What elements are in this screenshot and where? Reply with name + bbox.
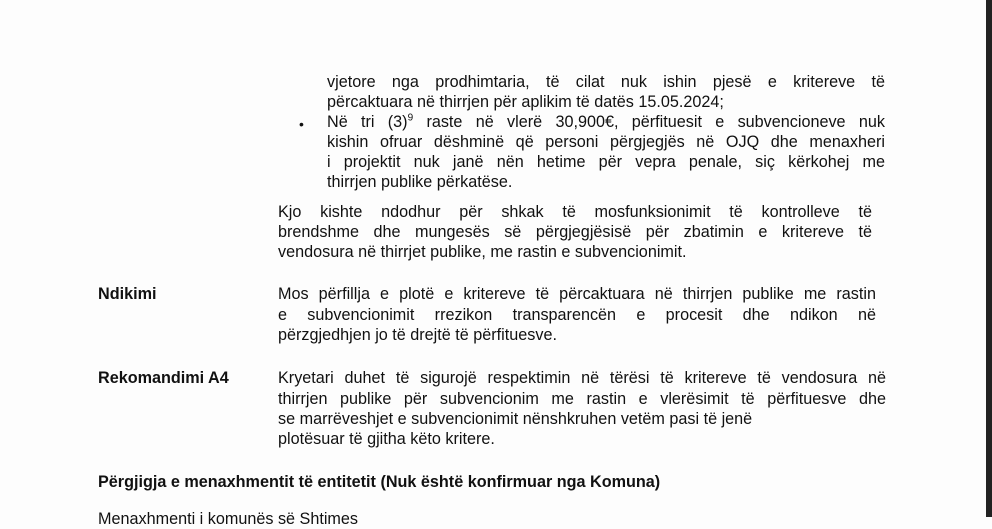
- footnote-reference[interactable]: 9: [407, 112, 414, 124]
- recommendation-text-line: Kryetari duhet të sigurojë respektimin në tërësi të kritereve të vendosura në: [278, 369, 886, 387]
- bullet-item-1-line: përcaktuara në thirrjen për aplikim të datës 15.05.2024;: [327, 93, 724, 111]
- impact-label: Ndikimi: [98, 285, 157, 303]
- bullet-item-2-text-rest: raste në vlerë 30,900€, përfituesit e subvencioneve nuk: [413, 113, 885, 131]
- impact-text-line: përzgjedhjen jo të drejtë të përfituesve.: [278, 326, 557, 344]
- bullet-item-1-line: vjetore nga prodhimtaria, të cilat nuk ishin pjesë e kritereve të: [327, 73, 885, 91]
- cause-paragraph-line: Kjo kishte ndodhur për shkak të mosfunksionimit të kontrolleve të: [278, 203, 872, 221]
- cause-paragraph-line: vendosura në thirrjet publike, me rastin e subvencionimit.: [278, 243, 687, 261]
- impact-text-line: Mos përfillja e plotë e kritereve të përcaktuara në thirrjen publike me rastin: [278, 285, 876, 303]
- cause-paragraph-line: brendshme dhe mungesës së përgjegjësisë për zbatimin e kritereve të: [278, 223, 872, 241]
- management-response-heading: Përgjigja e menaxhmentit të entitetit (Nuk është konfirmuar nga Komuna): [98, 473, 661, 491]
- impact-text-line: e subvencionimit rrezikon transparencën e procesit dhe ndikon në: [278, 306, 876, 324]
- bullet-item-2-first-line: [327, 112, 885, 132]
- bullet-icon: •: [299, 116, 304, 132]
- recommendation-text-line: se marrëveshjet e subvencionimit nënshkruhen vetëm pasi të jenë: [278, 410, 753, 428]
- bullet-item-2-text-start: Në tri (3): [327, 113, 408, 131]
- clipped-next-line: Menaxhmenti i komunës së Shtimes: [98, 510, 359, 528]
- bullet-item-2-line: i projektit nuk janë nën hetime për vepra penale, siç kërkohej me: [327, 153, 885, 171]
- recommendation-text-line: plotësuar të gjitha këto kritere.: [278, 430, 495, 448]
- recommendation-label: Rekomandimi A4: [98, 369, 229, 387]
- bullet-item-2-line: kishin ofruar dëshminë që personi përgjegjës në OJQ dhe menaxheri: [327, 133, 885, 151]
- bullet-item-2-line: thirrjen publike përkatëse.: [327, 173, 513, 191]
- recommendation-text-line: thirrjen publike për subvencionim me rastin e vlerësimit të përfituesve dhe: [278, 390, 886, 408]
- window-edge-divider: [986, 0, 992, 517]
